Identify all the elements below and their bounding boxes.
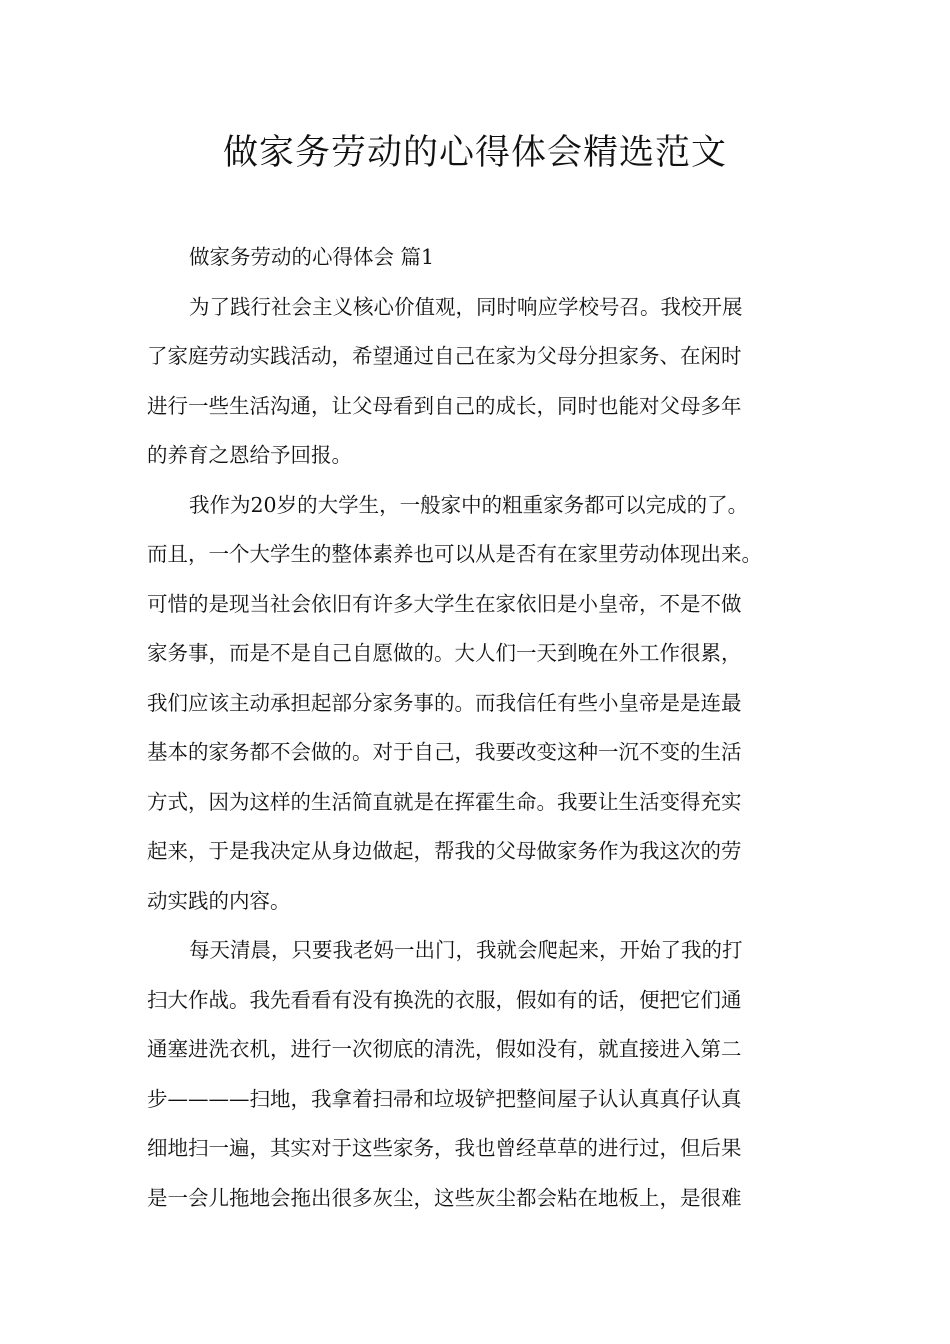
text-line: 为了践行社会主义核心价值观，同时响应学校号召。我校开展 (189, 294, 743, 319)
paragraph-2 (147, 481, 807, 927)
text-line: 细地扫一遍，其实对于这些家务，我也曾经草草的进行过，但后果 (147, 1136, 742, 1160)
text-line: 家务事，而是不是自己自愿做的。大人们一天到晚在外工作很累， (147, 641, 742, 665)
text-line: 可惜的是现当社会依旧有许多大学生在家依旧是小皇帝，不是不做 (147, 591, 742, 616)
text-line: 的养育之恩给予回报。 (147, 443, 352, 467)
document-body (147, 233, 807, 1223)
text-line: 每天清晨，只要我老妈一出门，我就会爬起来，开始了我的打 (189, 938, 743, 962)
text-line: 了家庭劳动实践活动，希望通过自己在家为父母分担家务、在闲时 (147, 344, 742, 368)
text-line: 进行一些生活沟通，让父母看到自己的成长，同时也能对父母多年 (147, 393, 742, 418)
text-line: 扫大作战。我先看看有没有换洗的衣服，假如有的话，便把它们通 (147, 987, 742, 1012)
text-line: 做家务劳动的心得体会 篇1 (189, 245, 435, 269)
text-line: 我们应该主动承担起部分家务事的。而我信任有些小皇帝是是连最 (147, 690, 742, 715)
text-line: 而且，一个大学生的整体素养也可以从是否有在家里劳动体现出来。 (147, 542, 762, 566)
paragraph-3 (147, 926, 807, 1223)
text-line: 基本的家务都不会做的。对于自己，我要改变这种一沉不变的生活 (147, 740, 742, 764)
text-line: 动实践的内容。 (147, 888, 291, 913)
text-line: 我作为20岁的大学生，一般家中的粗重家务都可以完成的了。 (189, 492, 749, 517)
section-heading (147, 233, 807, 283)
text-line: 是一会儿拖地会拖出很多灰尘，这些灰尘都会粘在地板上，是很难 (147, 1185, 742, 1210)
text-line: 方式，因为这样的生活简直就是在挥霍生命。我要让生活变得充实 (147, 789, 742, 814)
document-title: 做家务劳动的心得体会精选范文 (222, 133, 727, 173)
text-line: 步————扫地，我拿着扫帚和垃圾铲把整间屋子认认真真仔认真 (147, 1086, 742, 1111)
text-line: 起来，于是我决定从身边做起，帮我的父母做家务作为我这次的劳 (147, 839, 742, 863)
paragraph-1 (147, 283, 807, 481)
text-line: 通塞进洗衣机，进行一次彻底的清洗，假如没有，就直接进入第二 (147, 1037, 742, 1061)
